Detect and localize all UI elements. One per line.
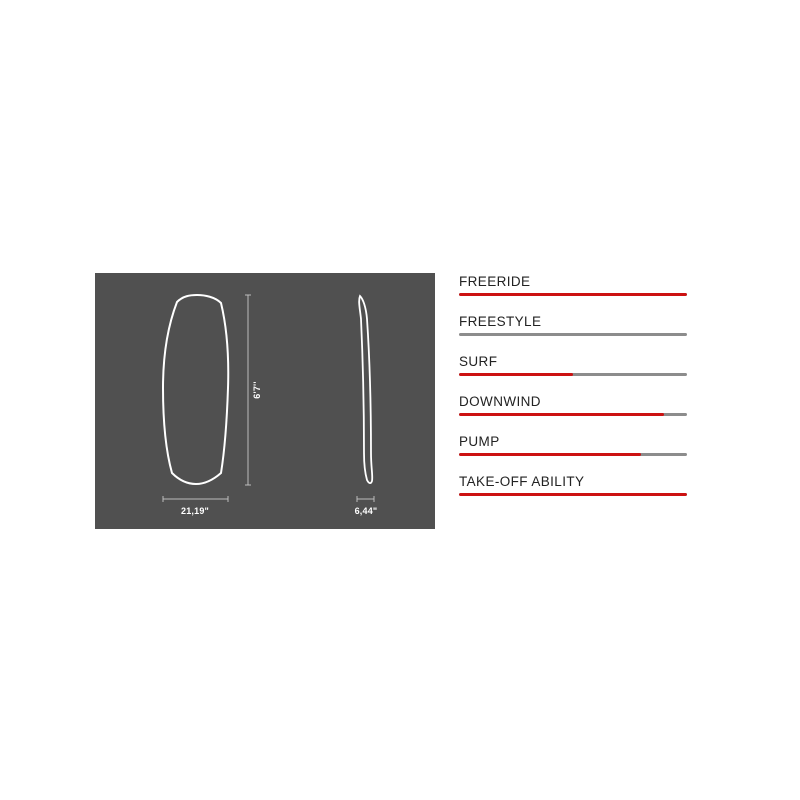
rating-bar-fill <box>459 413 664 416</box>
rating-bar <box>459 413 687 416</box>
rating-bar-fill <box>459 453 641 456</box>
rating-label: SURF <box>459 354 498 369</box>
rating-bar <box>459 293 687 296</box>
rating-label: FREESTYLE <box>459 314 542 329</box>
rating-row-take-off-ability <box>459 473 687 513</box>
board-outline-diagram <box>95 273 435 529</box>
rating-bar <box>459 373 687 376</box>
rating-bar <box>459 493 687 496</box>
rating-bar-fill <box>459 373 573 376</box>
rating-label: FREERIDE <box>459 274 531 289</box>
ratings-list <box>459 273 687 513</box>
rating-row-freestyle <box>459 313 687 353</box>
board-diagram-panel <box>95 273 435 529</box>
rating-row-freeride <box>459 273 687 313</box>
board-side-profile-outline <box>359 296 372 483</box>
board-top-view-outline <box>163 295 228 484</box>
rating-label: TAKE-OFF ABILITY <box>459 474 585 489</box>
rating-label: PUMP <box>459 434 500 449</box>
board-width-label: 21,19" <box>181 506 209 516</box>
rating-label: DOWNWIND <box>459 394 541 409</box>
rating-bar <box>459 453 687 456</box>
rating-bar-fill <box>459 293 687 296</box>
board-thickness-label: 6,44" <box>354 506 378 516</box>
board-length-label: 6'7'' <box>252 381 262 399</box>
rating-bar <box>459 333 687 336</box>
rating-row-surf <box>459 353 687 393</box>
rating-row-pump <box>459 433 687 473</box>
rating-bar-fill <box>459 493 687 496</box>
rating-row-downwind <box>459 393 687 433</box>
